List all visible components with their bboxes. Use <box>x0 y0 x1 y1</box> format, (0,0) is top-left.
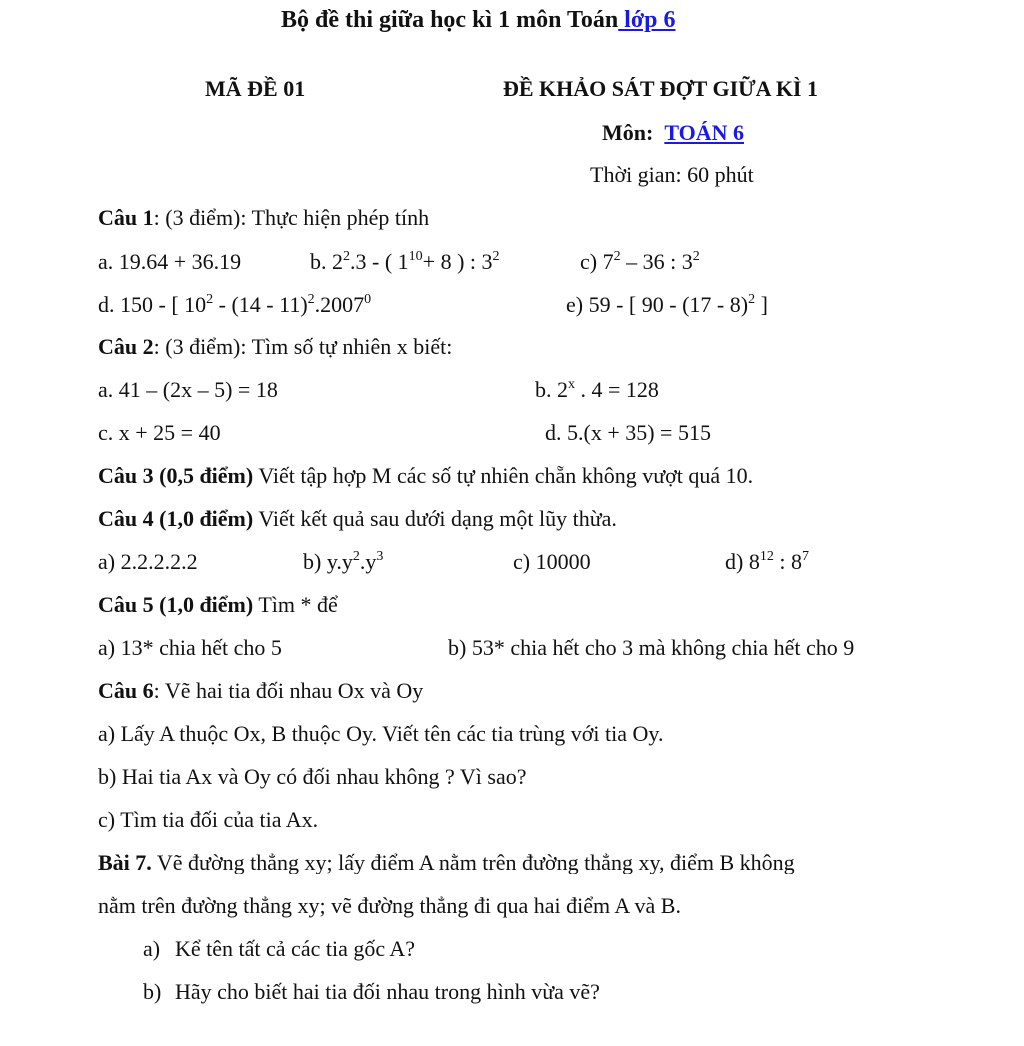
exam-code: MÃ ĐỀ 01 <box>205 76 306 101</box>
q1-label: Câu 1 <box>98 205 154 230</box>
q4-d-exp: 7 <box>801 549 809 564</box>
q1-c-exp: 2 <box>692 249 700 264</box>
q1-e-exp: 2 <box>748 292 756 307</box>
q3-heading <box>98 465 753 487</box>
q1-desc: : (3 điểm): Thực hiện phép tính <box>153 205 430 230</box>
q4-b <box>303 551 383 573</box>
q3-desc: Viết tập hợp M các số tự nhiên chẵn không vượt quá 10. <box>253 463 754 488</box>
q7-a-mark: a) <box>143 936 161 961</box>
q1-d-part: .2007 <box>314 292 365 317</box>
q5-label: Câu 5 (1,0 điểm) <box>98 592 254 617</box>
exam-time: Thời gian: 60 phút <box>590 162 754 187</box>
q4-d-part: : 8 <box>773 549 802 574</box>
q2-a: a. 41 – (2x – 5) = 18 <box>98 377 278 402</box>
document-title <box>281 8 675 32</box>
q6-heading <box>98 680 423 702</box>
q2-d: d. 5.(x + 35) = 515 <box>545 420 711 445</box>
q1-b-exp: 2 <box>343 249 350 264</box>
q4-heading <box>98 508 617 530</box>
q5-b: b) 53* chia hết cho 3 mà không chia hết cho 9 <box>448 635 855 660</box>
q6-c: c) Tìm tia đối của tia Ax. <box>98 807 319 832</box>
q4-label: Câu 4 (1,0 điểm) <box>98 506 254 531</box>
q5-desc: Tìm * để <box>253 592 338 617</box>
q7-line2: nằm trên đường thẳng xy; vẽ đường thẳng đi qua hai điểm A và B. <box>98 893 681 918</box>
q1-b-part: b. 2 <box>310 249 343 274</box>
q1-b-exp: 10 <box>408 249 423 264</box>
q7-a-text: Kể tên tất cả các tia gốc A? <box>175 936 416 961</box>
q4-b-exp: 3 <box>376 549 384 564</box>
q2-heading <box>98 336 452 358</box>
title-link[interactable]: lớp 6 <box>618 7 676 33</box>
q7-b-text: Hãy cho biết hai tia đối nhau trong hình vừa vẽ? <box>175 979 600 1004</box>
q1-e-part: ] <box>755 292 768 317</box>
q7-line1 <box>98 852 932 874</box>
q2-b-exp: x <box>568 377 575 392</box>
q1-b-exp: 2 <box>492 249 500 264</box>
q7-text: Vẽ đường thẳng xy; lấy điểm A nằm trên đường thẳng xy, điểm B không <box>151 852 795 874</box>
q6-b: b) Hai tia Ax và Oy có đối nhau không ? Vì sao? <box>98 764 527 789</box>
q2-label: Câu 2 <box>98 334 154 359</box>
q7-b-mark: b) <box>143 979 162 1004</box>
q1-heading <box>98 207 429 229</box>
q2-b <box>535 379 659 401</box>
q1-d-exp: 2 <box>307 292 315 307</box>
q5-heading <box>98 594 338 616</box>
title-text: Bộ đề thi giữa học kì 1 môn Toán <box>281 7 619 33</box>
q4-desc: Viết kết quả sau dưới dạng một lũy thừa. <box>253 506 617 531</box>
q1-d-exp: 2 <box>206 292 214 307</box>
q7-label: Bài 7. <box>98 852 152 874</box>
q1-a: a. 19.64 + 36.19 <box>98 249 242 274</box>
q4-a: a) 2.2.2.2.2 <box>98 549 198 574</box>
q1-b-part: .3 - ( 1 <box>350 249 409 274</box>
q1-d-part: d. 150 - [ 10 <box>98 292 207 317</box>
q2-desc: : (3 điểm): Tìm số tự nhiên x biết: <box>153 334 453 359</box>
q4-b-exp: 2 <box>352 549 360 564</box>
q4-d-exp: 12 <box>759 549 774 564</box>
q4-d-part: d) 8 <box>725 549 760 574</box>
q6-label: Câu 6 <box>98 678 154 703</box>
q7-b <box>143 981 600 1003</box>
q1-c-part: c) 7 <box>580 249 614 274</box>
q1-c-exp: 2 <box>613 249 621 264</box>
subject-line <box>602 122 744 144</box>
q7-a <box>143 938 415 960</box>
q2-b-part: . 4 = 128 <box>575 377 659 402</box>
q4-d <box>725 551 809 573</box>
q1-c <box>580 251 700 273</box>
q4-b-part: .y <box>359 549 377 574</box>
subject-label: Môn: <box>602 120 654 145</box>
q1-d-exp: 0 <box>364 292 372 307</box>
q1-b <box>310 251 500 273</box>
q2-b-part: b. 2 <box>535 377 568 402</box>
q1-d <box>98 294 371 316</box>
q4-c: c) 10000 <box>513 549 591 574</box>
subject-link[interactable]: TOÁN 6 <box>664 120 744 145</box>
q1-d-part: - (14 - 11) <box>213 292 308 317</box>
q4-b-part: b) y.y <box>303 549 353 574</box>
q6-desc: : Vẽ hai tia đối nhau Ox và Oy <box>153 678 424 703</box>
q1-e <box>566 294 768 316</box>
q5-a: a) 13* chia hết cho 5 <box>98 635 282 660</box>
q2-c: c. x + 25 = 40 <box>98 420 221 445</box>
q1-b-part: + 8 ) : 3 <box>422 249 493 274</box>
q3-label: Câu 3 (0,5 điểm) <box>98 463 254 488</box>
q1-e-part: e) 59 - [ 90 - (17 - 8) <box>566 292 749 317</box>
q6-a: a) Lấy A thuộc Ox, B thuộc Oy. Viết tên các tia trùng với tia Oy. <box>98 721 664 746</box>
exam-name: ĐỀ KHẢO SÁT ĐỢT GIỮA KÌ 1 <box>503 76 818 101</box>
q1-c-part: – 36 : 3 <box>620 249 693 274</box>
